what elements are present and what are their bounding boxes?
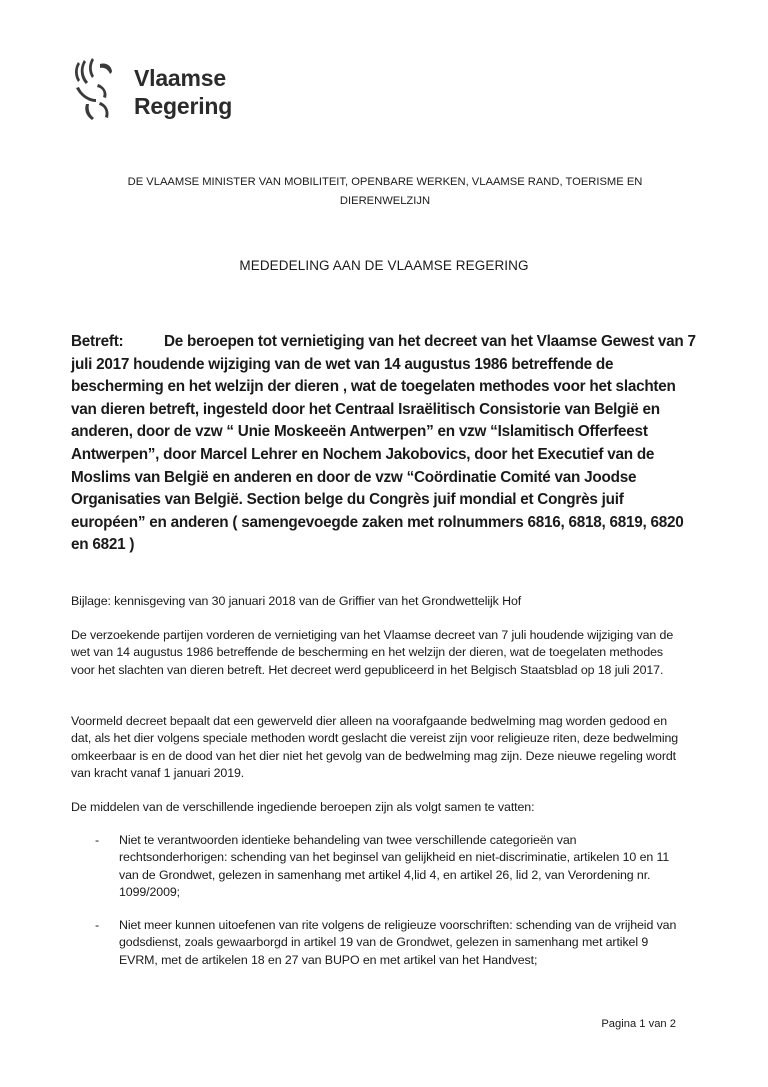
logo-line-1: Vlaamse — [134, 65, 226, 91]
vlaamse-regering-logo — [70, 56, 240, 126]
subject-block — [71, 331, 696, 557]
subject-text: De beroepen tot vernietiging van het decreet van het Vlaamse Gewest van 7 juli 2017 houdende wijziging van de wet van 14 augustus 1986 betreffende de bescherming en het welzijn der dieren , wat de toegelaten methodes voor het slachten van dieren betreft, ingesteld door het Centraal Israëlitisch Consistorie van België en anderen, door de vzw “ Unie Moskeeën Antwerpen” en vzw “Islamitisch Offerfeest Antwerpen”, door Marcel Lehrer en Nochem Jakobovics, door het Executief van de Moslims van België en anderen en door de vzw “Coördinatie Comité van Joodse Organisaties van België. Section belge du Congrès juif mondial et Congrès juif européen” en anderen ( samengevoegde zaken met rolnummers 6816, 6818, 6819, 6820 en 6821 ) — [71, 333, 696, 554]
grounds-list — [71, 832, 686, 985]
logo-line-2: Regering — [134, 93, 233, 119]
logo-wordmark — [134, 64, 232, 120]
paragraph-3: De middelen van de verschillende ingediende beroepen zijn als volgt samen te vatten: — [71, 800, 535, 814]
bullet-marker: - — [95, 918, 100, 933]
page-number: Pagina 1 van 2 — [601, 1018, 676, 1030]
attachment-line: Bijlage: kennisgeving van 30 januari 2018 van de Griffier van het Grondwettelijk Hof — [71, 594, 522, 608]
paragraph-2: Voormeld decreet bepaalt dat een gewerveld dier alleen na voorafgaande bedwelming mag worden gedood en dat, als het dier volgens speciale methoden wordt geslacht die vereist zijn voor religieuze riten, deze bedwelming omkeerbaar is en de dood van het dier niet het gevolg van de bedwelming mag zijn. Deze nieuwe regeling wordt van kracht vanaf 1 januari 2019. — [71, 714, 679, 780]
document-title: MEDEDELING AAN DE VLAAMSE REGERING — [239, 258, 529, 273]
paragraph-1: De verzoekende partijen vorderen de vernietiging van het Vlaamse decreet van 7 juli houdende wijziging van de wet van 14 augustus 1986 betreffende de bescherming en het welzijn der dieren, wat de toegelaten methodes voor het slachten van dieren betreft. Het decreet werd gepubliceerd in het Belgisch Staatsblad op 18 juli 2017. — [71, 628, 674, 677]
subject-label: Betreft: — [71, 333, 124, 350]
list-item — [71, 917, 686, 969]
list-item — [71, 832, 686, 901]
bullet-marker: - — [95, 833, 100, 847]
minister-heading: DE VLAAMSE MINISTER VAN MOBILITEIT, OPENBARE WERKEN, VLAAMSE RAND, TOERISME EN DIERENWELZIJN — [127, 176, 643, 207]
flemish-lion-icon — [70, 56, 126, 122]
list-item-text: Niet meer kunnen uitoefenen van rite volgens de religieuze voorschriften: schending van de vrijheid van godsdienst, zoals gewaarborgd in artikel 19 van de Grondwet, gelezen in samenhang met artikel 9 EVRM, met de artikelen 18 en 27 van BUPO en met artikel van het Handvest; — [119, 918, 677, 967]
list-item-text: Niet te verantwoorden identieke behandeling van twee verschillende categorieën van rechtsonderhorigen: schending van het beginsel van gelijkheid en niet-discriminatie, artikelen 10 en 11 van de Grondwet, gelezen in samenhang met artikel 4,lid 4, en artikel 26, lid 2, van Verordening nr. 1099/2009; — [119, 833, 670, 899]
